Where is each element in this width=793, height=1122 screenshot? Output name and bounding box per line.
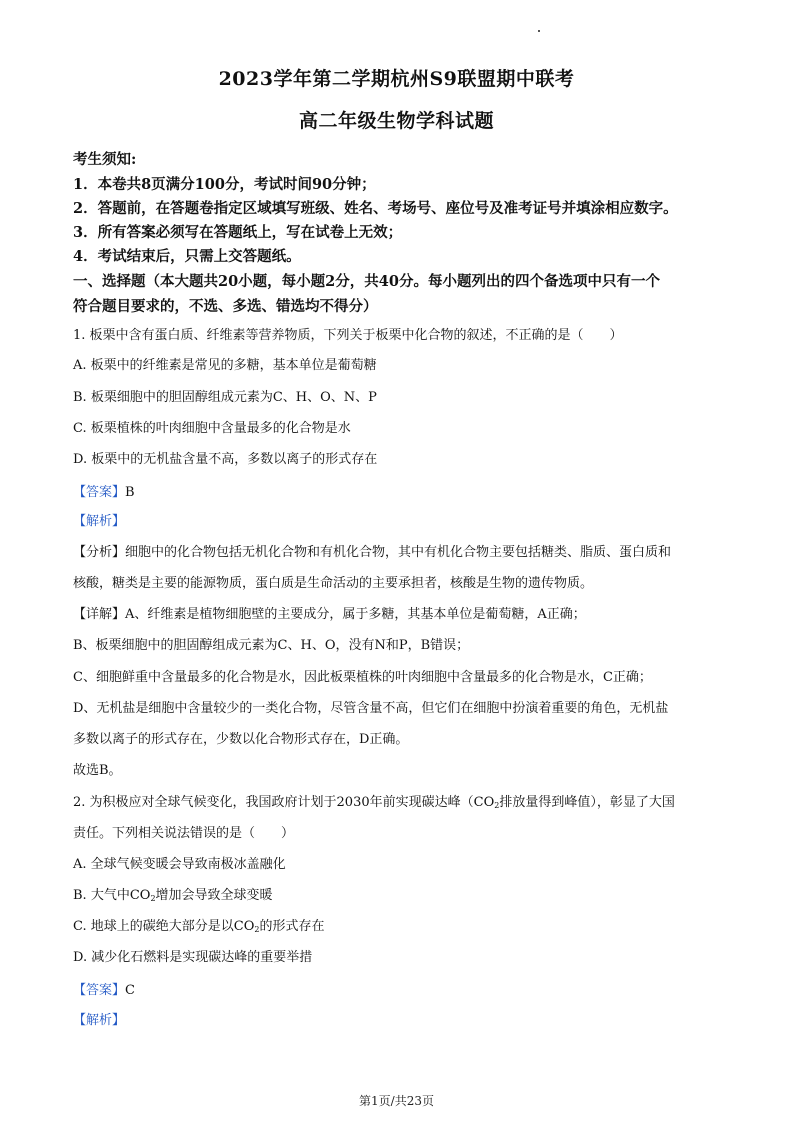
q1-analysis-line: 【详解】A、纤维素是植物细胞壁的主要成分，属于多糖，其基本单位是葡萄糖，A正确； <box>73 607 586 622</box>
notice-item: 4．考试结束后，只需上交答题纸。 <box>73 248 301 265</box>
q1-conclusion: 故选B。 <box>73 763 122 778</box>
q1-option-c: C. 板栗植株的叶肉细胞中含量最多的化合物是水 <box>73 421 351 436</box>
notice-item: 3．所有答案必须写在答题纸上，写在试卷上无效； <box>73 224 403 241</box>
q2-option-b: B. 大气中$CO_2$增加会导致全球变暖 <box>73 888 273 903</box>
q1-answer <box>73 481 135 500</box>
q2-stem-line2: 责任。下列相关说法错误的是（ ） <box>73 826 295 841</box>
section-heading-cont: 符合题目要求的，不选、多选、错选均不得分） <box>73 298 378 315</box>
answer-label: 【答案】 <box>73 983 126 998</box>
page-number: 第1页/共23页 <box>359 1094 434 1108</box>
q1-analysis-line: B、板栗细胞中的胆固醇组成元素为C、H、O，没有N和P，B错误； <box>73 638 470 653</box>
q1-analysis-label: 【解析】 <box>73 514 126 529</box>
notice-item: 1．本卷共8页满分100分，考试时间90分钟； <box>73 176 376 193</box>
notice-item: 2．答题前，在答题卷指定区域填写班级、姓名、考场号、座位号及准考证号并填涂相应数字。 <box>73 200 678 217</box>
exam-subtitle: 高二年级生物学科试题 <box>298 110 494 132</box>
q2-option-c: C. 地球上的碳绝大部分是以$CO_2$的形式存在 <box>73 919 325 934</box>
answer-value: B <box>125 485 135 500</box>
q1-analysis-line: C、细胞鲜重中含量最多的化合物是水，因此板栗植株的叶肉细胞中含量最多的化合物是水，C正确； <box>73 670 652 685</box>
q2-option-d: D. 减少化石燃料是实现碳达峰的重要举措 <box>73 950 313 965</box>
q2-analysis-label: 【解析】 <box>73 1013 126 1028</box>
section-heading: 一、选择题（本大题共20小题，每小题2分，共40分。每小题列出的四个备选项中只有一个 <box>73 273 660 290</box>
q1-option-a: A. 板栗中的纤维素是常见的多糖，基本单位是葡萄糖 <box>73 358 377 373</box>
q2-answer <box>73 979 135 998</box>
answer-label: 【答案】 <box>73 485 126 500</box>
q1-analysis-line: D、无机盐是细胞中含量较少的一类化合物，尽管含量不高，但它们在细胞中扮演着重要的角色，无机盐 <box>73 701 669 716</box>
corner-mark <box>538 30 540 32</box>
q1-analysis-line: 核酸，糖类是主要的能源物质，蛋白质是生命活动的主要承担者，核酸是生物的遗传物质。 <box>73 576 594 591</box>
q2-stem-line1: 2. 为积极应对全球气候变化，我国政府计划于2030年前实现碳达峰（$CO_2$排放量得到峰值），彰显了大国 <box>73 795 675 810</box>
q1-option-d: D. 板栗中的无机盐含量不高，多数以离子的形式存在 <box>73 452 378 467</box>
q1-stem: 1. 板栗中含有蛋白质、纤维素等营养物质，下列关于板栗中化合物的叙述，不正确的是（ ） <box>73 328 623 343</box>
q1-analysis-line: 多数以离子的形式存在，少数以化合物形式存在，D正确。 <box>73 732 409 747</box>
notice-heading: 考生须知: <box>73 151 137 168</box>
answer-value: C <box>125 983 135 998</box>
q1-option-b: B. 板栗细胞中的胆固醇组成元素为C、H、O、N、P <box>73 390 377 405</box>
q2-option-a: A. 全球气候变暖会导致南极冰盖融化 <box>73 857 286 872</box>
q1-analysis-line: 【分析】细胞中的化合物包括无机化合物和有机化合物，其中有机化合物主要包括糖类、脂质、蛋白质和 <box>73 545 672 560</box>
exam-title: 2023学年第二学期杭州S9联盟期中联考 <box>218 68 575 90</box>
